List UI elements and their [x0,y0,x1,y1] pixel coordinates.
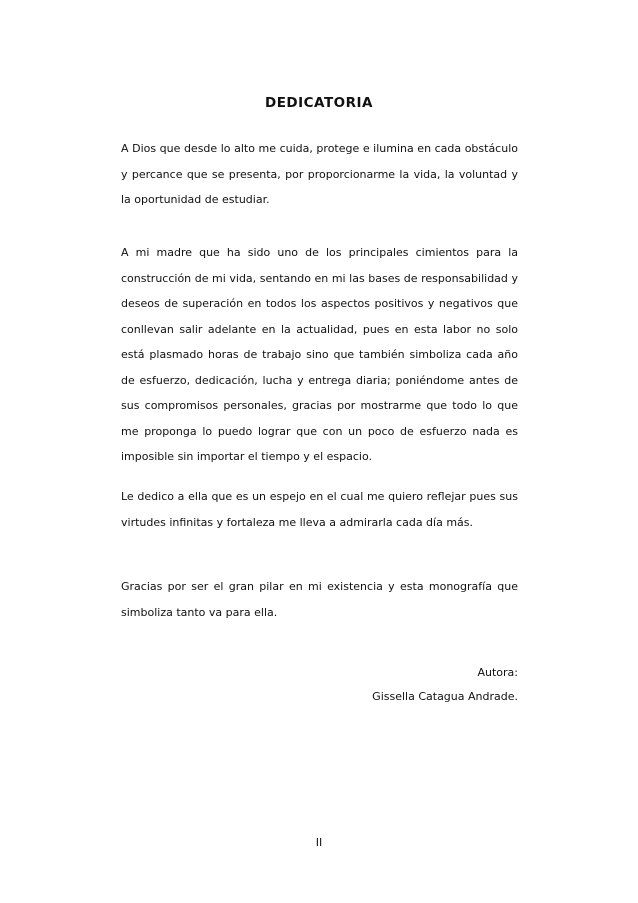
page-title: DEDICATORIA [264,95,373,111]
paragraph-dios: A Dios que desde lo alto me cuida, protege e ilumina en cada obstáculo y percance que se presenta, por proporcionarme la vida, la voluntad y la oportunidad de estudiar. [121,142,518,206]
paragraph-dedico: Le dedico a ella que es un espejo en el cual me quiero reflejar pues sus virtudes infinitas y fortaleza me lleva a admirarla cada día más. [121,490,518,529]
signature-name: Gissella Catagua Andrade. [372,690,518,703]
page-number: II [315,836,323,849]
signature-label: Autora: [477,666,518,679]
paragraph-gracias: Gracias por ser el gran pilar en mi existencia y esta monografía que simboliza tanto va para ella. [121,580,518,619]
paragraph-madre: A mi madre que ha sido uno de los principales cimientos para la construcción de mi vida, sentando en mi las bases de responsabilidad y deseos de superación en todos los aspectos positivos y negativos que conllevan salir adelante en la actualidad, pues en esta labor no solo está plasmado horas de trabajo sino que también simboliza cada año de esfuerzo, dedicación, lucha y entrega diaria; poniéndome antes de sus compromisos personales, gracias por mostrarme que todo lo que me proponga lo puedo lograr que con un poco de esfuerzo nada es imposible sin importar el tiempo y el espacio. [121,246,518,463]
